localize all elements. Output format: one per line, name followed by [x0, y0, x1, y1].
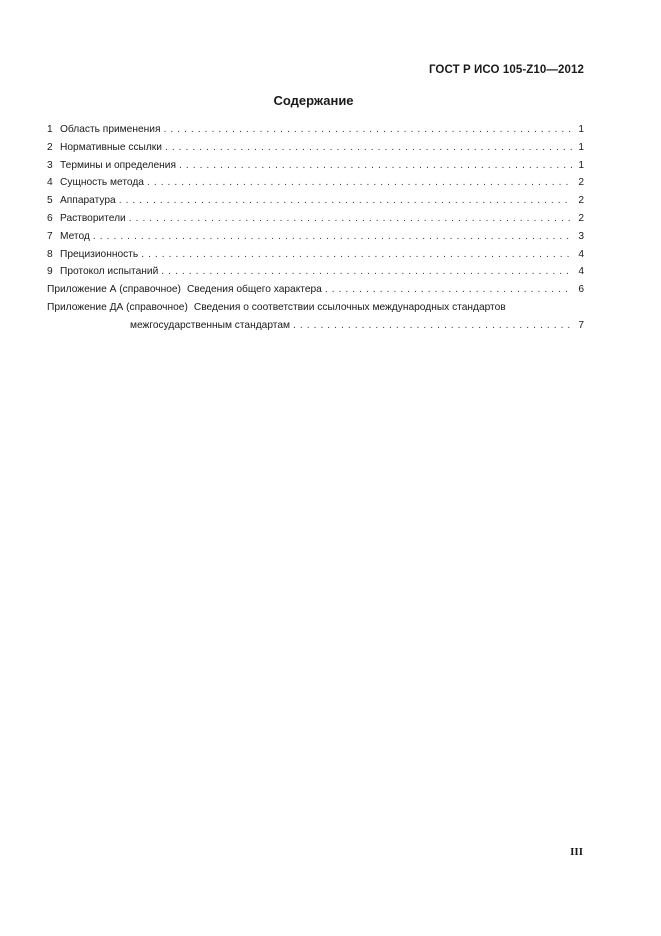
toc-entry-number: 5 [47, 195, 53, 207]
dot-leader [147, 174, 572, 192]
annex-prefix: Приложение А (справочное) [47, 284, 181, 296]
dot-leader [119, 192, 572, 210]
document-code: ГОСТ Р ИСО 105-Z10—2012 [428, 64, 584, 76]
toc-entry[interactable] [47, 139, 584, 157]
annex-label: межгосударственным стандартам [130, 319, 290, 331]
toc-entry[interactable] [47, 228, 584, 246]
toc-entry-label: Сущность метода [60, 177, 144, 189]
toc-entry-page: 6 [578, 284, 584, 296]
toc-entry-page: 4 [578, 248, 584, 260]
toc-entry-number: 2 [47, 141, 53, 153]
annex-prefix: Приложение ДА (справочное) [47, 301, 188, 313]
page-number: III [570, 846, 583, 858]
dot-leader [165, 139, 572, 157]
toc-entry-number: 6 [47, 212, 53, 224]
dot-leader [325, 281, 572, 299]
toc-entry-label: Аппаратура [60, 195, 116, 207]
dot-leader [93, 228, 572, 246]
toc-entry-page: 2 [578, 212, 584, 224]
dot-leader [293, 317, 572, 335]
table-of-contents [47, 121, 584, 335]
dot-leader [163, 121, 572, 139]
toc-entry-page: 4 [578, 266, 584, 278]
toc-entry[interactable] [47, 121, 584, 139]
toc-entry-page: 1 [578, 124, 584, 135]
toc-entry-number: 4 [47, 177, 53, 189]
toc-entry-label: Область применения [60, 124, 161, 135]
toc-entry-page: 1 [578, 159, 584, 171]
toc-entry-number: 7 [47, 230, 53, 242]
toc-entry-page: 2 [578, 195, 584, 207]
toc-entry-label: Прецизионность [60, 248, 139, 260]
dot-leader [161, 263, 572, 281]
toc-entry[interactable] [47, 192, 584, 210]
toc-entry-page: 7 [578, 319, 584, 331]
toc-entry[interactable] [47, 263, 584, 281]
toc-entry-page: 1 [578, 141, 584, 153]
toc-entry-label: Метод [60, 230, 90, 242]
toc-entry-label: Термины и определения [60, 159, 176, 171]
toc-entry-page: 2 [578, 177, 584, 189]
toc-entry-number: 3 [47, 159, 53, 171]
annex-label: Сведения о соответствии ссылочных международных стандартов [193, 301, 506, 313]
toc-entry[interactable] [47, 174, 584, 192]
annex-label: Сведения общего характера [186, 284, 322, 296]
toc-title: Содержание [273, 93, 354, 108]
toc-entry-page: 3 [578, 230, 584, 242]
toc-entry[interactable] [47, 246, 584, 264]
toc-entry-label: Протокол испытаний [60, 266, 159, 278]
dot-leader [129, 210, 572, 228]
dot-leader [179, 157, 572, 175]
toc-entry-number: 1 [47, 124, 53, 135]
toc-annex-entry-continuation[interactable] [47, 317, 584, 335]
toc-annex-entry[interactable] [47, 281, 584, 299]
toc-annex-entry[interactable] [47, 299, 584, 317]
toc-entry[interactable] [47, 210, 584, 228]
toc-entry-number: 8 [47, 248, 53, 260]
toc-entry-number: 9 [47, 266, 53, 278]
toc-entry-label: Растворители [60, 212, 126, 224]
toc-entry-label: Нормативные ссылки [60, 141, 162, 153]
dot-leader [141, 246, 572, 264]
toc-entry[interactable] [47, 157, 584, 175]
